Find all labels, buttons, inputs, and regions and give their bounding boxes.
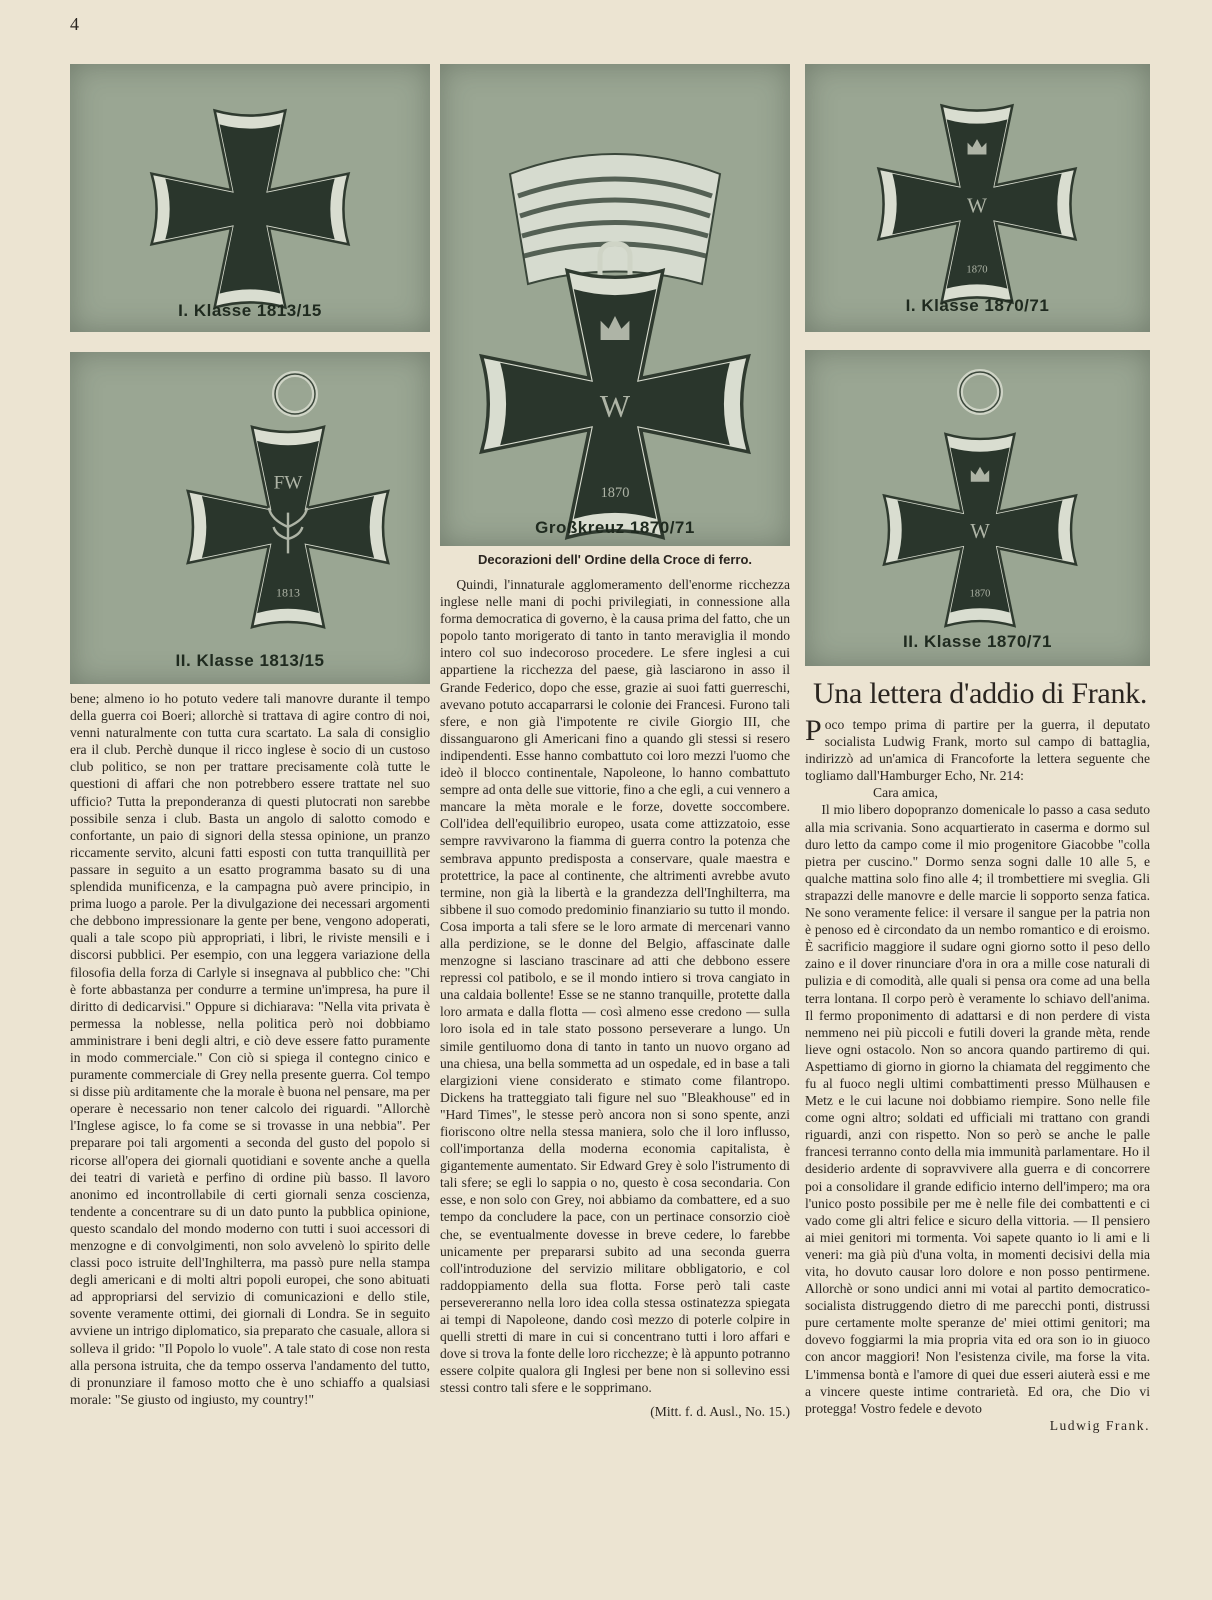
article-title: Una lettera d'addio di Frank. — [812, 677, 1148, 710]
figure-caption: Decorazioni dell' Ordine della Croce di ferro. — [478, 552, 752, 567]
article-column-middle — [440, 576, 790, 1420]
drop-cap: P — [805, 714, 822, 747]
medal-photo-second-class-1870 — [805, 350, 1150, 666]
medal-photo-grand-cross-1870 — [440, 64, 790, 546]
iron-cross-icon — [70, 64, 430, 332]
medal-letters: FW — [273, 472, 303, 494]
iron-cross-ring-icon — [805, 350, 1150, 666]
medal-year: 1813 — [276, 585, 300, 600]
medal-letter: W — [970, 521, 990, 544]
intro-text: oco tempo prima di partire per la guerra, il deputato socialista Ludwig Frank, morto sul campo di battaglia, indirizzò ad un'amica di Francoforte la lettera seguente che togliamo dall'Hamburger Echo, Nr. 214: — [805, 717, 1150, 784]
letter-body: Il mio libero dopopranzo domenicale lo passo a casa seduto alla mia scrivania. Sono acquartierato in caserma e dormo sul duro letto da campo come il mio progenitore Giacobbe "colla pietra per cuscino." Dormo senza sogni dalle 10 alle 5, e qualche mattina solo fino alle 4; il trombettiere mi sveglia. Gli strapazzi delle manovre e delle marcie li sopporto senza fatica. Ne sono veramente felice: il versare il sangue per la patria non è penoso ed è circondato da un nembo romantico e di eroismo. È sacrificio maggiore il sudare ogni giorno sotto il peso dello zaino e il dover rinunciare d'ora in ora a mille cose naturali di pulizia e di comodità, alle quali si pensa ora come ad una bella terra lontana. Il corpo però è veramente lo schiavo dell'anima. Il fermo proponimento di adattarsi e di non perdere di vista nemmeno nei più piccoli e futili doveri la grande mèta, rende lieve ogni ostacolo. Non so ancora quando partiremo di qui. Aspettiamo di giorno in giorno la chiamata del reggimento che fu al fuoco negli ultimi combattimenti presso Mülhausen e Metz e le cui lacune noi dobbiamo riempire. Sono nelle file come ogni altro; soldati ed ufficiali mi trattano con grandi riguardi, anzi con rispetto. Non so però se anche le palle francesi terranno conto della mia immunità parlamentare. Ho il desiderio ardente di sopravvivere alla guerra e di concorrere poi a consolidare il grande edificio interno dell'impero; ma ora l'unico posto possibile per me è nelle file dei combattenti e ci vado come gli altri felice e sicuro della vittoria. — Il pensiero ai miei genitori mi tormenta. Voi sapete quanto io li ami e li veneri: ma già più d'una volta, in momenti decisivi della mia vita, ho dovuto causar loro dolore e non posso pentirmene. Allorchè or sono undici anni mi votai al partito democratico-socialista distruggendo dietro di me parecchi ponti, distrussi pure certamente molte speranze de' miei ottimi genitori; ma dovevo foggiarmi la mia propria vita ed ora son io in giuoco con ancor maggiori! Non l'esistenza civile, ma forse la vita. L'immensa bontà e l'amore di quei due esseri aiuterà essi e me a vincere queste intime contrarietà. Ed ora, che Dio vi protegga! Vostro fedele e devoto — [805, 802, 1150, 1416]
body-paragraph: Quindi, l'innaturale agglomeramento dell'enorme ricchezza inglese nelle mani di pochi privilegiati, in connessione alla forma democratica di governo, è la causa prima del fatto, che un popolo tanto morigerato di tanto in tanto meraviglia il mondo intero col suo indecoroso procedere. Le sfere inglesi a cui appartiene la ricchezza del paese, già lasciarono in asso il Grande Federico, dopo che esse, grazie ai suoi fatti guerreschi, avevano potuto accaparrarsi le colonie dei Francesi. Furono tali sfere, e non già l'impotente re civile Giorgio III, che dissanguarono gli Americani fino a quando gli stessi si resero indipendenti. Esse hanno combattuto coi loro mezzi l'uomo che ideò il blocco continentale, Napoleone, lo hanno combattuto sempre ad onta delle sue vittorie, fino a che egli, a cui vennero a mancare la mèta morale e le forze, dovette soccombere. Coll'idea dell'equilibrio europeo, usata come attizzatoio, esse sempre ravvivarono la fiamma di guerra contro la potenza che sembrava appunto predisposta a conservare, quale maestra e protettrice, la pace al continente, che altrimenti avrebbe avuto termine, non già la libertà e la grandezza dell'Inghilterra, ma sibbene il suo comodo predominio finanziario su tutto il mondo. Cosa importa a tali sfere se le loro armate di mercenari vanno alla perdizione, se le donne del Belgio, affascinate dalle menzogne si lasciano trascinare ad atti che debbono essere repressi col patibolo, e se il mondo intiero si trova cangiato in una caldaia bollente! Esse se ne stanno tranquille, protette dalla loro armata e dalla flotta — così almeno esse credono — sulla loro isola ed in tale stato possono perseverare a lungo. Un simile gentiluomo dona di tanto in tanto un nuovo organo ad una chiesa, una bella sommetta ad un ospedale, ed in base a tali elargizioni viene considerato e stimato come filantropo. Dickens ha tratteggiato tali figure nel suo "Bleakhouse" ed in "Hard Times", le stesse però ancora non si sono spente, anzi fioriscono oltre nella stessa maniera, solo che il loro influsso, coll'importanza della moderna economia capitalista, è gigantemente aumentato. Sir Edward Grey è solo l'istrumento di tali sfere; se egli lo sappia o no, questo è cosa secondaria. Con esse, e non solo con Grey, noi abbiamo da combattere, ed a suo tempo da concludere la pace, con un pertinace consorzio cioè che, se eventualmente dovesse in breve cedere, lo farebbe unicamente per prepararsi subito ad una seconda guerra coll'introduzione del servizio militare obbligatorio, e col raddoppiamento della sua flotta. Forse però tali caste persevereranno nella loro idea colla stessa ostinatezza spiegata ai tempi di Napoleone, dando così mezzo di poterle colpire in quelli stretti di mare in cui si concentrano tutti i loro affari e dove si trova la fonte delle loro ricchezze; è là appunto potranno essere colpite qualora gli Inglesi per bene non si sollevino essi stessi contro tali sfere e le sopprimano. — [440, 577, 790, 1396]
intro-paragraph — [805, 716, 1150, 784]
grand-cross-icon — [440, 64, 790, 546]
medal-caption: II. Klasse 1813/15 — [175, 651, 325, 670]
iron-cross-ring-icon — [70, 352, 430, 684]
medal-photo-first-class-1870 — [805, 64, 1150, 332]
medal-photo-second-class-1813 — [70, 352, 430, 684]
medal-year: 1870 — [966, 264, 988, 276]
medal-year: 1870 — [600, 484, 630, 501]
article-column-right — [805, 716, 1150, 1434]
body-paragraph: bene; almeno io ho potuto vedere tali manovre durante il tempo della guerra coi Boeri; allorchè si trattava di agire contro di noi, venni naturalmente con tutta cura scartato. La sala di consiglio era il club. Perchè dunque il ricco inglese è socio di un custoso club politico, se non per trattare precisamente colà tutte le questioni di affari che non potrebbero essere trattate nel suo ufficio? Tutta la preponderanza di questi plutocrati non sarebbe possibile senza i club. Basta un angolo di salotto comodo e confortante, un paio di signori della stessa opinione, un pranzo riccamente servito, alcuni fatti esposti con tutta tranquillità per passare in seguito a un esatto programma basato su di una splendida munificenza, e la campagna può avere principio, in prima luogo a parole. Per la divulgazione dei necessari argomenti che debbono impressionare la gente per bene, vengono adoperati, quali a tale scopo più appropriati, i libri, le riviste mensili e i discorsi pubblici. Per esempio, con una leggera variazione della filosofia della forza di Carlyle si insegnava al pubblico che: "Chi è forte abbastanza per condurre a termine un'impresa, ha pure il diritto di dedicarvisi." Oppure si dichiarava: "Nella vita privata è permessa la noblesse, nella politica però noi dobbiamo amministrare i beni degli altri, e ciò deve essere fatto puramente in modo commerciale." Con ciò si spiega il contegno cinico e puramente commerciale di Grey nella presente guerra. Col tempo si disse più arditamente che la morale è buona nel pensare, ma per operare è necessario non tener calcolo dei riguardi. "Allorchè l'Inglese agisce, lo fa come se si trovasse in una nebbia". Per preparare poi tali argomenti a seconda del gusto del popolo si ricorse all'opera dei giornali quotidiani e sovente anche a quella dei teatri di varietà e perfino di ordine più basso. Il lavoro anonimo ed incontrollabile di certi giornali senza coscienza, tendente a concentrare su di un dato punto la pubblica opinione, questo scandalo del mondo moderno con tutti i suoi accessori di menzogne e di convolgimenti, non solo avvelenò lo spirito delle classi poco istruite dell'Inghilterra, ma passò pure nella stampa degli americani e di molti altri popoli europei, che sono abituati ad appropriarsi del servizio di comunicazioni e dello stile, sovente veramente ottimi, dei giornali di Londra. Se in seguito avviene un intrigo diplomatico, sia preparato che casuale, allora si solleva il grido: "Il Popolo lo vuole". A tale stato di cose non resta alla persona istruita, che da tempo osserva l'andamento del tutto, di pronunziare il famoso motto che è uno schiaffo a qualsiasi morale: "Se giusto od ingiusto, my country!" — [70, 691, 430, 1407]
article-column-left — [70, 690, 430, 1408]
medal-year: 1870 — [969, 588, 991, 600]
source-citation: (Mitt. f. d. Ausl., No. 15.) — [650, 1403, 790, 1419]
medal-caption: Großkreuz 1870/71 — [535, 518, 695, 537]
medal-letter: W — [966, 193, 988, 218]
medal-letter: W — [599, 387, 631, 424]
iron-cross-icon — [805, 64, 1150, 332]
medal-caption: I. Klasse 1813/15 — [178, 301, 322, 320]
medal-caption: II. Klasse 1870/71 — [903, 632, 1052, 651]
page-number: 4 — [70, 14, 79, 34]
letter-signature: Ludwig Frank. — [1049, 1417, 1150, 1433]
medal-photo-first-class-1813 — [70, 64, 430, 332]
letter-salutation: Cara amica, — [873, 785, 938, 801]
medal-caption: I. Klasse 1870/71 — [905, 296, 1050, 315]
